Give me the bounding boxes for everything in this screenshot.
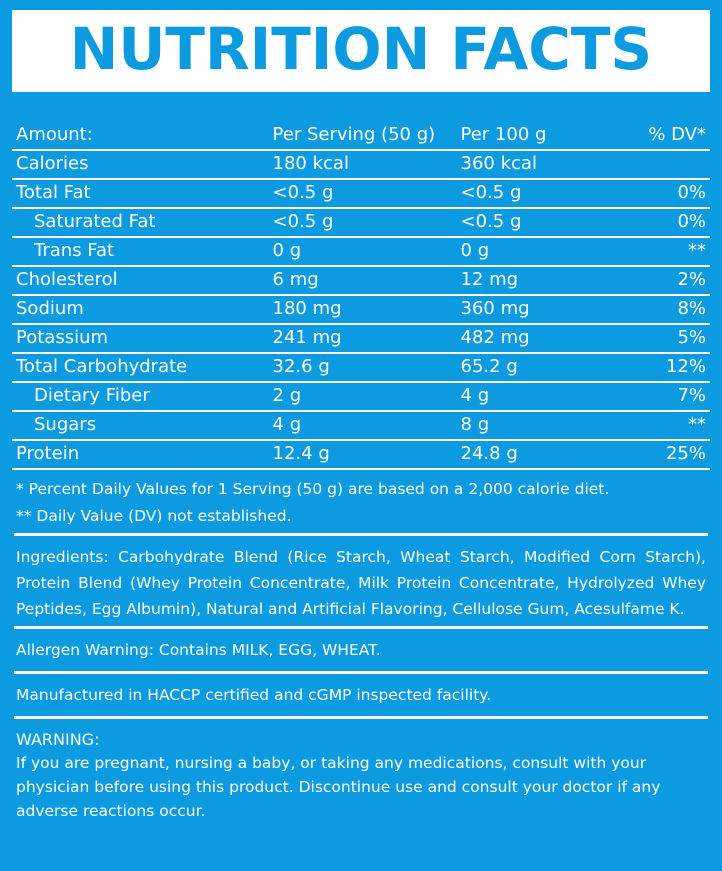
page-title: NUTRITION FACTS: [69, 15, 653, 83]
nutrient-per-100g: 24.8 g: [457, 440, 632, 469]
nutrient-per-100g: 12 mg: [457, 266, 632, 295]
daily-value-note: * Percent Daily Values for 1 Serving (50 g) are based on a 2,000 calorie diet.: [16, 480, 610, 498]
nutrient-per-serving: 180 kcal: [269, 150, 457, 179]
servings-per-container: Servings Per Container: 32: [491, 98, 692, 116]
nutrient-per-serving: <0.5 g: [269, 208, 457, 237]
table-row: [12, 353, 710, 382]
nutrient-per-serving: <0.5 g: [269, 179, 457, 208]
nutrient-percent-dv: 0%: [631, 208, 710, 237]
nutrient-percent-dv: 0%: [631, 179, 710, 208]
table-row: [12, 237, 710, 266]
nutrient-name: Sodium: [12, 295, 269, 324]
nutrient-percent-dv: 8%: [631, 295, 710, 324]
nutrient-per-serving: 6 mg: [269, 266, 457, 295]
ingredients-text: Carbohydrate Blend (Rice Starch, Wheat Starch, Modified Corn Starch), Protein Blend (Whey Protein Concentrate, Milk Protein Concentrate, Hydrolyzed Whey Peptides, Egg Albumin), Natural and Artificial Flavoring, Cellulose Gum, Acesulfame K.: [16, 548, 706, 618]
nutrient-per-serving: 241 mg: [269, 324, 457, 353]
nutrient-per-100g: 360 mg: [457, 295, 632, 324]
nutrient-percent-dv: **: [631, 237, 710, 266]
table-row: [12, 382, 710, 411]
nutrient-name: Protein: [12, 440, 269, 469]
header-amount: Amount:: [16, 124, 93, 145]
nutrient-percent-dv: 25%: [631, 440, 710, 469]
table-row: [12, 150, 710, 179]
nutrient-per-100g: <0.5 g: [457, 208, 632, 237]
allergen-block: [12, 637, 710, 667]
nutrient-name: Cholesterol: [12, 266, 269, 295]
table-row: [12, 440, 710, 469]
nutrition-table: [12, 122, 710, 470]
nutrient-per-100g: 8 g: [457, 411, 632, 440]
nutrient-per-100g: 482 mg: [457, 324, 632, 353]
facility-statement: Manufactured in HACCP certified and cGMP inspected facility.: [16, 686, 492, 704]
nutrient-per-100g: 360 kcal: [457, 150, 632, 179]
nutrient-name: Total Carbohydrate: [12, 353, 269, 382]
ingredients-label: Ingredients:: [16, 548, 109, 566]
nutrient-percent-dv: 7%: [631, 382, 710, 411]
header-percent-dv: % DV*: [648, 124, 706, 145]
nutrient-name: Total Fat: [12, 179, 269, 208]
footnotes: [12, 479, 710, 527]
table-row: [12, 411, 710, 440]
nutrient-name: Sugars: [12, 411, 269, 440]
nutrient-percent-dv: 2%: [631, 266, 710, 295]
nutrient-per-100g: 65.2 g: [457, 353, 632, 382]
table-row: [12, 295, 710, 324]
header-per-100g: Per 100 g: [460, 124, 547, 145]
warning-title: WARNING:: [16, 730, 100, 749]
table-row: [12, 208, 710, 237]
nutrient-per-serving: 12.4 g: [269, 440, 457, 469]
table-row: [12, 179, 710, 208]
nutrient-percent-dv: 12%: [631, 353, 710, 382]
nutrition-table-body: [12, 122, 710, 469]
nutrient-name: Trans Fat: [12, 237, 269, 266]
nutrient-name: Saturated Fat: [12, 208, 269, 237]
nutrient-per-serving: 32.6 g: [269, 353, 457, 382]
nutrient-name: Dietary Fiber: [12, 382, 269, 411]
dv-not-established-note: ** Daily Value (DV) not established.: [16, 507, 292, 525]
nutrient-per-100g: 0 g: [457, 237, 632, 266]
nutrient-per-serving: 180 mg: [269, 295, 457, 324]
nutrient-name: Potassium: [12, 324, 269, 353]
divider-above-facility: [14, 671, 708, 674]
serving-size: Serving Size: 1 Scoop (50 g): [30, 98, 243, 116]
nutrient-per-serving: 4 g: [269, 411, 457, 440]
divider-above-warning: [14, 716, 708, 719]
nutrient-percent-dv: **: [631, 411, 710, 440]
nutrient-per-100g: <0.5 g: [457, 179, 632, 208]
nutrient-percent-dv: 5%: [631, 324, 710, 353]
nutrient-name: Calories: [12, 150, 269, 179]
warning-text: If you are pregnant, nursing a baby, or taking any medications, consult with your physician before using this product. Discontinue use and consult your doctor if any adverse reactions occur.: [16, 754, 661, 820]
table-header-row: [12, 122, 710, 150]
nutrient-per-serving: 2 g: [269, 382, 457, 411]
allergen-text: Contains MILK, EGG, WHEAT.: [158, 641, 381, 659]
serving-info-row: [12, 98, 710, 116]
allergen-label: Allergen Warning:: [16, 641, 154, 659]
table-row: [12, 324, 710, 353]
nutrient-per-100g: 4 g: [457, 382, 632, 411]
ingredients-block: [12, 544, 710, 622]
nutrition-facts-panel: [0, 10, 722, 871]
divider-above-ingredients: [14, 533, 708, 536]
nutrient-per-serving: 0 g: [269, 237, 457, 266]
nutrient-percent-dv: [631, 150, 710, 179]
table-row: [12, 266, 710, 295]
header-per-serving: Per Serving (50 g): [272, 124, 436, 145]
title-band: [12, 10, 710, 92]
divider-above-allergen: [14, 626, 708, 629]
